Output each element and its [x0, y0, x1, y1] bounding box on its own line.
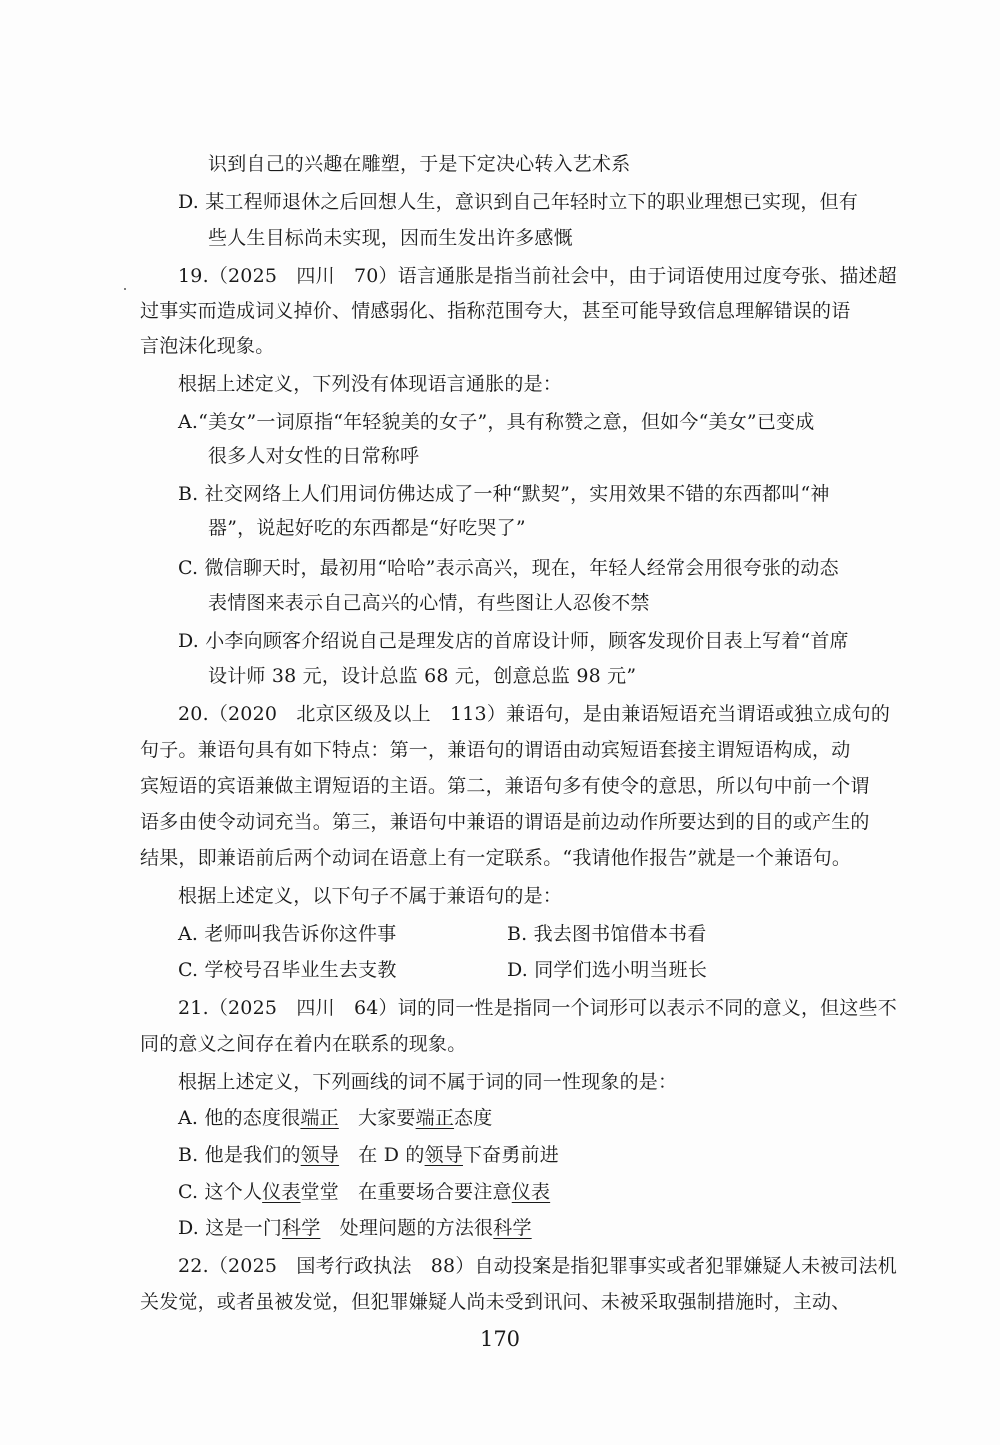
q21-option-a-text-3: 态度 [454, 1107, 493, 1129]
q21-question: 根据上述定义，下列画线的词不属于词的同一性现象的是： [178, 1071, 678, 1093]
q21-option-b [178, 1143, 559, 1167]
q21-option-a-text-1: A. 他的态度很 [178, 1107, 301, 1129]
q19-stem-line-1: 19.（2025 四川 70）语言通胀是指当前社会中，由于词语使用过度夸张、描述超 [178, 265, 897, 287]
q21-option-a-underlined-2: 端正 [415, 1107, 455, 1129]
q22-stem-line-2: 关发觉，或者虽被发觉，但犯罪嫌疑人尚未受到讯问、未被采取强制措施时，主动、 [140, 1291, 851, 1313]
q19-option-a: A.“美女”一词原指“年轻貌美的女子”，具有称赞之意，但如今“美女”已变成 [178, 411, 815, 433]
q20-stem-line-2: 句子。兼语句具有如下特点：第一，兼语句的谓语由动宾短语套接主谓短语构成，动 [140, 739, 851, 761]
q19-stem-line-3: 言泡沫化现象。 [140, 335, 275, 357]
q18-option-c-continued: 识到自己的兴趣在雕塑，于是下定决心转入艺术系 [208, 153, 631, 175]
q22-stem-line-1: 22.（2025 国考行政执法 88）自动投案是指犯罪事实或者犯罪嫌疑人未被司法机 [178, 1255, 897, 1277]
q19-option-a-continued: 很多人对女性的日常称呼 [208, 445, 420, 467]
q20-option-c: C. 学校号召毕业生去支教 [178, 959, 397, 981]
q21-option-c-text-1: C. 这个人 [178, 1181, 263, 1203]
q20-option-a: A. 老师叫我告诉你这件事 [178, 923, 397, 945]
q21-option-a [178, 1106, 492, 1130]
q18-option-d: D. 某工程师退休之后回想人生，意识到自己年轻时立下的职业理想已实现，但有 [178, 191, 859, 213]
q21-option-d-text-1: D. 这是一门 [178, 1217, 283, 1239]
q20-option-b: B. 我去图书馆借本书看 [507, 923, 707, 945]
q21-option-d [178, 1216, 532, 1240]
q21-option-c-underlined-1: 仪表 [262, 1181, 301, 1203]
q20-option-d: D. 同学们选小明当班长 [507, 959, 708, 981]
q21-option-b-underlined-1: 领导 [300, 1144, 340, 1166]
q21-option-c [178, 1180, 550, 1204]
q19-option-b: B. 社交网络上人们用词仿佛达成了一种“默契”，实用效果不错的东西都叫“神 [178, 483, 830, 505]
q21-option-b-text-3: 下奋勇前进 [462, 1144, 559, 1166]
q19-option-d-continued: 设计师 38 元，设计总监 68 元，创意总监 98 元” [208, 665, 637, 687]
scan-speck [124, 288, 126, 290]
q20-stem-line-1: 20.（2020 北京区级及以上 113）兼语句，是由兼语短语充当谓语或独立成句的 [178, 703, 891, 725]
q20-stem-line-4: 语多由使令动词充当。第三，兼语句中兼语的谓语是前边动作所要达到的目的或产生的 [140, 811, 870, 833]
q19-option-c: C. 微信聊天时，最初用“哈哈”表示高兴，现在，年轻人经常会用很夸张的动态 [178, 557, 839, 579]
q21-option-a-text-2: 大家要 [338, 1107, 416, 1129]
q21-option-b-text-1: B. 他是我们的 [178, 1144, 301, 1166]
q21-stem-line-1: 21.（2025 四川 64）词的同一性是指同一个词形可以表示不同的意义，但这些不 [178, 997, 897, 1019]
q21-option-d-text-2: 处理问题的方法很 [320, 1217, 494, 1239]
q21-option-b-underlined-2: 领导 [424, 1144, 463, 1166]
q19-stem-line-2: 过事实而造成词义掉价、情感弱化、指称范围夸大，甚至可能导致信息理解错误的语 [140, 300, 851, 322]
q20-stem-line-5: 结果，即兼语前后两个动词在语意上有一定联系。“我请他作报告”就是一个兼语句。 [140, 847, 852, 869]
q19-option-b-continued: 器”，说起好吃的东西都是“好吃哭了” [208, 517, 526, 539]
q18-option-d-continued: 些人生目标尚未实现，因而生发出许多感慨 [208, 227, 573, 249]
q21-option-b-text-2: 在 D 的 [339, 1144, 425, 1166]
q21-option-a-underlined-1: 端正 [300, 1107, 339, 1129]
q19-question: 根据上述定义，下列没有体现语言通胀的是： [178, 373, 563, 395]
q21-option-c-underlined-2: 仪表 [511, 1181, 551, 1203]
q20-stem-line-3: 宾短语的宾语兼做主谓短语的主语。第二，兼语句多有使令的意思，所以句中前一个谓 [140, 775, 870, 797]
q20-question: 根据上述定义，以下句子不属于兼语句的是： [178, 885, 563, 907]
q21-stem-line-2: 同的意义之间存在着内在联系的现象。 [140, 1033, 467, 1055]
q19-option-d: D. 小李向顾客介绍说自己是理发店的首席设计师，顾客发现价目表上写着“首席 [178, 630, 849, 652]
page-number: 170 [479, 1327, 521, 1351]
q19-option-c-continued: 表情图来表示自己高兴的心情，有些图让人忍俊不禁 [208, 592, 650, 614]
q21-option-c-text-2: 堂堂 在重要场合要注意 [300, 1181, 512, 1203]
q21-option-d-underlined-2: 科学 [493, 1217, 532, 1239]
q21-option-d-underlined-1: 科学 [282, 1217, 321, 1239]
